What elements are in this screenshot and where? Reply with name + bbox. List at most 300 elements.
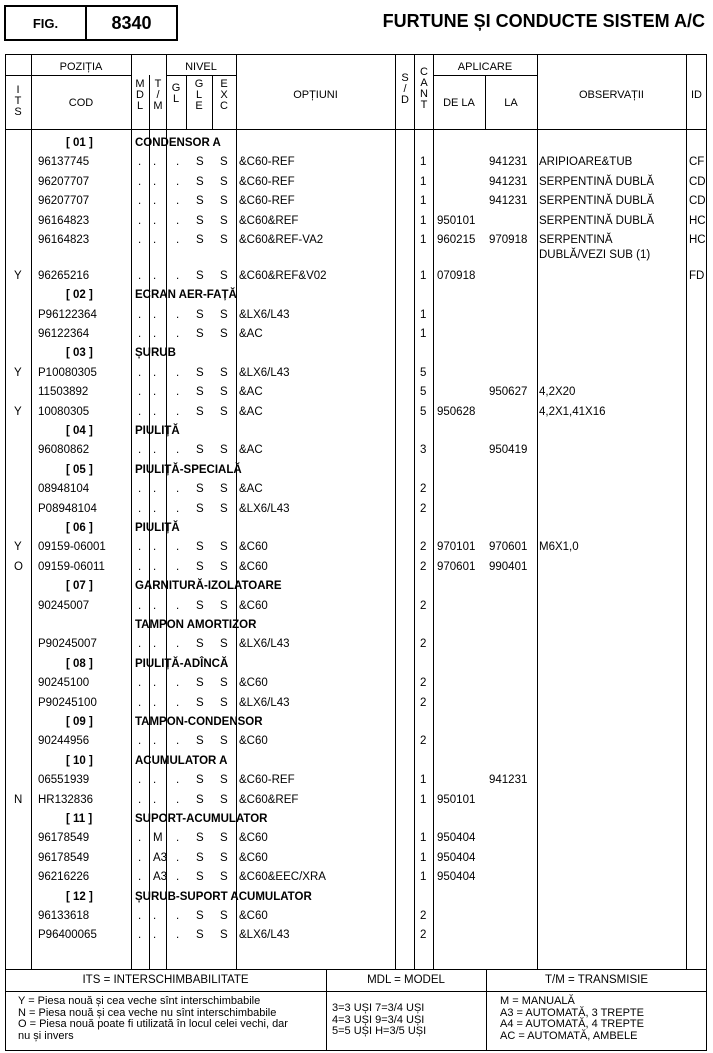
cell-tm: . <box>153 214 157 227</box>
cell-exc: S <box>220 677 228 690</box>
section-number: [ 08 ] <box>66 657 93 670</box>
cell-gle: S <box>196 386 204 399</box>
legend-tm-line: A4 = AUTOMATĂ, 4 TREPTE <box>500 1018 644 1030</box>
cell-mdl: . <box>138 366 142 379</box>
cell-gle: S <box>196 328 204 341</box>
cell-tm: . <box>153 308 157 321</box>
col-header-gl: G L <box>171 82 181 105</box>
cell-gle: S <box>196 234 204 246</box>
cell-exc: S <box>220 832 228 845</box>
cell-opt: &C60-REF <box>239 774 295 787</box>
cell-opt: &C60&REF <box>239 793 299 806</box>
section-number: [ 10 ] <box>66 754 93 767</box>
cell-cant: 1 <box>420 269 427 282</box>
cell-mdl: . <box>138 386 142 399</box>
cell-opt: &LX6/L43 <box>239 366 290 379</box>
cell-opt: &C60 <box>239 541 268 554</box>
legend-its-line: O = Piesa nouă poate fi utilizată în locul celei vechi, dar <box>18 1018 288 1030</box>
cell-mdl: . <box>138 851 142 864</box>
cell-opt: &C60-REF <box>239 195 295 208</box>
legend-mdl <box>332 1003 426 1038</box>
cell-mdl: . <box>138 269 142 282</box>
section-header <box>0 578 713 597</box>
section-name: TAMPON AMORTIZOR <box>135 619 257 632</box>
cell-cod: 96122364 <box>38 328 90 341</box>
section-header <box>0 135 713 154</box>
cell-de: 950404 <box>437 832 476 845</box>
cell-cod: 96216226 <box>38 871 90 884</box>
cell-gl: . <box>176 269 180 282</box>
cell-id: FD <box>689 269 705 282</box>
cell-gle: S <box>196 774 204 787</box>
section-number: [ 04 ] <box>66 425 93 438</box>
cell-cant: 1 <box>420 851 427 864</box>
section-name: CONDENSOR A <box>135 137 221 149</box>
cell-gle: S <box>196 541 204 554</box>
cell-cant: 2 <box>420 910 427 923</box>
section-number: [ 12 ] <box>66 890 93 903</box>
section-number: [ 06 ] <box>66 522 93 535</box>
cell-cod: HR132836 <box>38 793 93 806</box>
cell-opt: &LX6/L43 <box>239 696 290 709</box>
cell-gl: . <box>176 405 180 418</box>
cell-exc: S <box>220 502 228 515</box>
cell-cod: P10080305 <box>38 366 97 379</box>
cell-cod: 09159-06001 <box>38 541 106 554</box>
table-row <box>0 481 713 500</box>
cell-gl: . <box>176 871 180 884</box>
cell-gl: . <box>176 638 180 651</box>
cell-mdl: . <box>138 502 142 515</box>
cell-opt: &LX6/L43 <box>239 638 290 651</box>
cell-cant: 1 <box>420 195 427 208</box>
cell-tm: . <box>153 366 157 379</box>
table-row <box>0 404 713 423</box>
cell-mdl: . <box>138 234 142 246</box>
figure-box <box>4 5 178 41</box>
cell-de: 960215 <box>437 234 476 246</box>
cell-exc: S <box>220 386 228 399</box>
cell-cod: 08948104 <box>38 483 90 496</box>
legend-line <box>5 969 707 970</box>
cell-gle: S <box>196 696 204 709</box>
cell-cant: 2 <box>420 502 427 515</box>
cell-gle: S <box>196 269 204 282</box>
cell-mdl: . <box>138 677 142 690</box>
cell-de: 950404 <box>437 851 476 864</box>
cell-exc: S <box>220 871 228 884</box>
cell-cant: 5 <box>420 366 427 379</box>
cell-id: CD <box>689 175 706 188</box>
col-header-cant: C A N T <box>420 66 428 111</box>
cell-mdl: . <box>138 405 142 418</box>
cell-opt: &C60 <box>239 910 268 923</box>
section-header <box>0 889 713 908</box>
cell-mdl: . <box>138 214 142 227</box>
cell-opt: &C60 <box>239 832 268 845</box>
cell-cod: 96133618 <box>38 910 90 923</box>
table-row <box>0 598 713 617</box>
cell-de: 950404 <box>437 871 476 884</box>
cell-opt: &AC <box>239 483 263 496</box>
cell-cant: 1 <box>420 328 427 341</box>
col-header-sd: S / D <box>401 72 409 106</box>
table-row <box>0 675 713 694</box>
cell-cant: 2 <box>420 638 427 651</box>
cell-gle: S <box>196 638 204 651</box>
section-number: [ 11 ] <box>66 813 93 826</box>
cell-cant: 1 <box>420 308 427 321</box>
cell-gl: . <box>176 599 180 612</box>
cell-tm: . <box>153 696 157 709</box>
cell-cant: 1 <box>420 832 427 845</box>
page-title: FURTUNE ȘI CONDUCTE SISTEM A/C <box>382 11 705 31</box>
cell-cod: 96164823 <box>38 234 90 246</box>
cell-mdl: . <box>138 910 142 923</box>
section-header <box>0 520 713 539</box>
cell-tm: A3 <box>153 851 168 864</box>
cell-gle: S <box>196 793 204 806</box>
cell-gl: . <box>176 910 180 923</box>
cell-its: Y <box>14 269 22 282</box>
figure-number: 8340 <box>111 12 152 33</box>
cell-gle: S <box>196 405 204 418</box>
cell-gl: . <box>176 541 180 554</box>
cell-cod: P90245100 <box>38 696 97 709</box>
cell-cod: 96178549 <box>38 851 90 864</box>
section-header <box>0 656 713 675</box>
cell-la: 950627 <box>489 386 528 399</box>
cell-gle: S <box>196 366 204 379</box>
cell-mdl: . <box>138 793 142 806</box>
table-row <box>0 927 713 946</box>
cell-gle: S <box>196 483 204 496</box>
cell-gle: S <box>196 502 204 515</box>
col-header-mdl: M D L <box>135 78 145 112</box>
cell-exc: S <box>220 560 228 573</box>
cell-exc: S <box>220 308 228 321</box>
cell-opt: &AC <box>239 444 263 457</box>
cell-obs-continued: DUBLĂ/VEZI SUB (1) <box>539 249 651 261</box>
section-name: PIULIȚĂ-ADÎNCĂ <box>135 657 229 670</box>
section-header <box>0 345 713 364</box>
cell-gl: . <box>176 560 180 573</box>
cell-cod: 06551939 <box>38 774 90 787</box>
cell-opt: &C60&EEC/XRA <box>239 871 326 884</box>
table-row <box>0 365 713 384</box>
cell-cant: 1 <box>420 793 427 806</box>
cell-mdl: . <box>138 308 142 321</box>
cell-opt: &LX6/L43 <box>239 308 290 321</box>
cell-cant: 2 <box>420 696 427 709</box>
cell-opt: &C60 <box>239 851 268 864</box>
cell-tm: . <box>153 910 157 923</box>
cell-obs: SERPENTINĂ <box>539 234 613 246</box>
section-header <box>0 423 713 442</box>
legend-mdl-line: 4=3 UȘI 9=3/4 UȘI <box>332 1013 425 1026</box>
header-line <box>433 75 537 76</box>
cell-opt: &C60 <box>239 735 268 748</box>
cell-tm: . <box>153 175 157 188</box>
legend-its <box>18 996 288 1042</box>
cell-tm: . <box>153 195 157 208</box>
cell-la: 941231 <box>489 175 528 188</box>
cell-mdl: . <box>138 483 142 496</box>
cell-mdl: . <box>138 599 142 612</box>
cell-cant: 2 <box>420 560 427 573</box>
cell-tm: . <box>153 386 157 399</box>
cell-tm: . <box>153 599 157 612</box>
cell-cod: 96265216 <box>38 269 90 282</box>
cell-opt: &AC <box>239 328 263 341</box>
cell-exc: S <box>220 774 228 787</box>
legend-mdl-title: MDL = MODEL <box>367 974 445 986</box>
cell-its: Y <box>14 541 22 554</box>
cell-its: O <box>14 560 23 573</box>
cell-exc: S <box>220 444 228 457</box>
cell-cod: 96207707 <box>38 195 90 208</box>
section-header <box>0 753 713 772</box>
cell-gl: . <box>176 366 180 379</box>
col-header-tm: T / M <box>153 78 163 112</box>
cell-exc: S <box>220 599 228 612</box>
cell-de: 970101 <box>437 541 476 554</box>
col-header-observatii: OBSERVAȚII <box>578 89 644 101</box>
cell-cant: 2 <box>420 541 427 554</box>
cell-cod: P96122364 <box>38 308 97 321</box>
col-header-nivel: NIVEL <box>185 61 217 73</box>
cell-tm: . <box>153 638 157 651</box>
cell-la: 941231 <box>489 156 528 169</box>
cell-cod: 96080862 <box>38 444 90 457</box>
cell-gle: S <box>196 195 204 208</box>
cell-opt: &C60&REF <box>239 214 299 227</box>
cell-mdl: . <box>138 444 142 457</box>
cell-tm: M <box>153 832 163 845</box>
section-header <box>0 462 713 481</box>
cell-opt: &C60 <box>239 677 268 690</box>
section-name: ȘURUB-SUPORT ACUMULATOR <box>135 890 312 903</box>
cell-de: 950101 <box>437 214 476 227</box>
cell-cod: 11503892 <box>38 386 89 399</box>
cell-opt: &C60 <box>239 599 268 612</box>
cell-tm: . <box>153 735 157 748</box>
legend-line <box>5 991 707 992</box>
cell-obs: 4,2X1,41X16 <box>539 405 606 418</box>
legend-tm-line: M = MANUALĂ <box>500 995 575 1007</box>
cell-cod: 96164823 <box>38 214 90 227</box>
cell-mdl: . <box>138 541 142 554</box>
table-row <box>0 326 713 345</box>
cell-gl: . <box>176 929 180 942</box>
section-name: ECRAN AER-FAȚĂ <box>135 289 237 302</box>
cell-gle: S <box>196 910 204 923</box>
cell-la: 941231 <box>489 195 528 208</box>
cell-gle: S <box>196 308 204 321</box>
legend-tm-title: T/M = TRANSMISIE <box>545 974 648 986</box>
col-header-pozitia: POZIȚIA <box>59 61 103 73</box>
cell-tm: . <box>153 234 157 246</box>
cell-cant: 2 <box>420 599 427 612</box>
cell-gl: . <box>176 234 180 246</box>
cell-exc: S <box>220 793 228 806</box>
section-name: SUPORT-ACUMULATOR <box>135 813 268 826</box>
cell-mdl: . <box>138 156 142 169</box>
col-header-de-la: DE LA <box>443 97 475 109</box>
cell-mdl: . <box>138 175 142 188</box>
table-row <box>0 501 713 520</box>
cell-exc: S <box>220 234 228 246</box>
col-header-la: LA <box>504 97 518 109</box>
header-line <box>5 75 131 76</box>
cell-tm: . <box>153 541 157 554</box>
cell-cant: 1 <box>420 156 427 169</box>
col-header-optiuni: OPȚIUNI <box>293 89 338 101</box>
cell-la: 941231 <box>489 774 528 787</box>
section-header <box>0 617 713 636</box>
cell-exc: S <box>220 405 228 418</box>
cell-obs: SERPENTINĂ DUBLĂ <box>539 175 655 188</box>
cell-id: CF <box>689 156 705 169</box>
cell-tm: . <box>153 444 157 457</box>
cell-gl: . <box>176 793 180 806</box>
cell-mdl: . <box>138 735 142 748</box>
section-header <box>0 287 713 306</box>
table-row <box>0 442 713 461</box>
section-header <box>0 714 713 733</box>
cell-exc: S <box>220 696 228 709</box>
cell-gl: . <box>176 156 180 169</box>
cell-exc: S <box>220 910 228 923</box>
section-name: PIULIȚĂ-SPECIALĂ <box>135 463 242 476</box>
cell-obs: ARIPIOARE&TUB <box>539 156 633 169</box>
cell-gle: S <box>196 599 204 612</box>
section-number: [ 05 ] <box>66 463 93 476</box>
cell-id: HC <box>689 214 706 227</box>
cell-mdl: . <box>138 328 142 341</box>
table-row <box>0 792 713 811</box>
cell-cant: 2 <box>420 677 427 690</box>
cell-cant: 1 <box>420 214 427 227</box>
legend-mdl-line: 3=3 UȘI 7=3/4 UȘI <box>332 1002 425 1014</box>
cell-tm: . <box>153 793 157 806</box>
cell-tm: . <box>153 483 157 496</box>
section-number: [ 07 ] <box>66 580 93 593</box>
cell-cod: 90245100 <box>38 677 90 690</box>
cell-cant: 2 <box>420 483 427 496</box>
table-row <box>0 232 713 261</box>
figure-label: FIG. <box>6 7 87 39</box>
cell-its: N <box>14 793 23 806</box>
cell-cant: 1 <box>420 175 427 188</box>
cell-gl: . <box>176 677 180 690</box>
cell-id: CD <box>689 195 706 208</box>
cell-opt: &AC <box>239 386 263 399</box>
cell-tm: . <box>153 405 157 418</box>
cell-exc: S <box>220 929 228 942</box>
cell-gl: . <box>176 735 180 748</box>
table-row <box>0 695 713 714</box>
col-header-aplicare: APLICARE <box>457 61 513 73</box>
col-divider <box>186 75 187 129</box>
cell-cant: 3 <box>420 444 427 457</box>
cell-tm: . <box>153 156 157 169</box>
cell-obs: SERPENTINĂ DUBLĂ <box>539 195 655 208</box>
cell-gle: S <box>196 832 204 845</box>
cell-mdl: . <box>138 195 142 208</box>
table-row <box>0 772 713 791</box>
section-number: [ 09 ] <box>66 716 93 729</box>
cell-opt: &AC <box>239 405 263 418</box>
cell-tm: . <box>153 774 157 787</box>
cell-obs: SERPENTINĂ DUBLĂ <box>539 214 655 227</box>
table-row <box>0 830 713 849</box>
cell-mdl: . <box>138 560 142 573</box>
cell-opt: &LX6/L43 <box>239 502 290 515</box>
cell-de: 950101 <box>437 793 476 806</box>
table-row <box>0 636 713 655</box>
table-row <box>0 850 713 869</box>
table-row <box>0 213 713 232</box>
cell-exc: S <box>220 735 228 748</box>
cell-mdl: . <box>138 638 142 651</box>
legend-its-title: ITS = INTERSCHIMBABILITATE <box>82 974 249 986</box>
cell-its: Y <box>14 366 22 379</box>
legend-tm <box>500 996 644 1042</box>
cell-la: 970918 <box>489 234 528 246</box>
col-header-cod: COD <box>68 97 94 109</box>
cell-cant: 1 <box>420 234 427 246</box>
cell-exc: S <box>220 328 228 341</box>
cell-obs: M6X1,0 <box>539 541 579 554</box>
cell-tm: . <box>153 929 157 942</box>
cell-gl: . <box>176 308 180 321</box>
legend-tm-line: A3 = AUTOMATĂ, 3 TREPTE <box>500 1006 644 1019</box>
cell-opt: &C60-REF <box>239 175 295 188</box>
table-row <box>0 307 713 326</box>
cell-exc: S <box>220 851 228 864</box>
cell-cant: 5 <box>420 405 427 418</box>
cell-tm: . <box>153 502 157 515</box>
cell-tm: . <box>153 677 157 690</box>
col-header-its: I T S <box>14 84 22 118</box>
table-row <box>0 733 713 752</box>
legend-its-line: N = Piesa nouă și cea veche nu sînt interschimbabile <box>18 1006 277 1019</box>
cell-mdl: . <box>138 929 142 942</box>
cell-cod: 96137745 <box>38 156 90 169</box>
cell-gle: S <box>196 175 204 188</box>
section-name: ȘURUB <box>135 347 176 360</box>
cell-gl: . <box>176 696 180 709</box>
section-name: PIULIȚĂ <box>135 522 180 535</box>
cell-gl: . <box>176 774 180 787</box>
cell-gl: . <box>176 175 180 188</box>
legend-tm-line: AC = AUTOMATĂ, AMBELE <box>500 1029 638 1042</box>
cell-cant: 2 <box>420 929 427 942</box>
cell-gl: . <box>176 832 180 845</box>
cell-cod: 90244956 <box>38 735 90 748</box>
cell-la: 970601 <box>489 541 528 554</box>
table-row <box>0 268 713 287</box>
cell-cod: P08948104 <box>38 502 97 515</box>
cell-cant: 1 <box>420 774 427 787</box>
cell-opt: &C60&REF-VA2 <box>239 234 324 246</box>
section-name: TAMPON-CONDENSOR <box>135 716 263 729</box>
col-header-gle: G L E <box>194 78 204 112</box>
cell-cod: 10080305 <box>38 405 90 418</box>
cell-tm: . <box>153 328 157 341</box>
cell-gl: . <box>176 214 180 227</box>
